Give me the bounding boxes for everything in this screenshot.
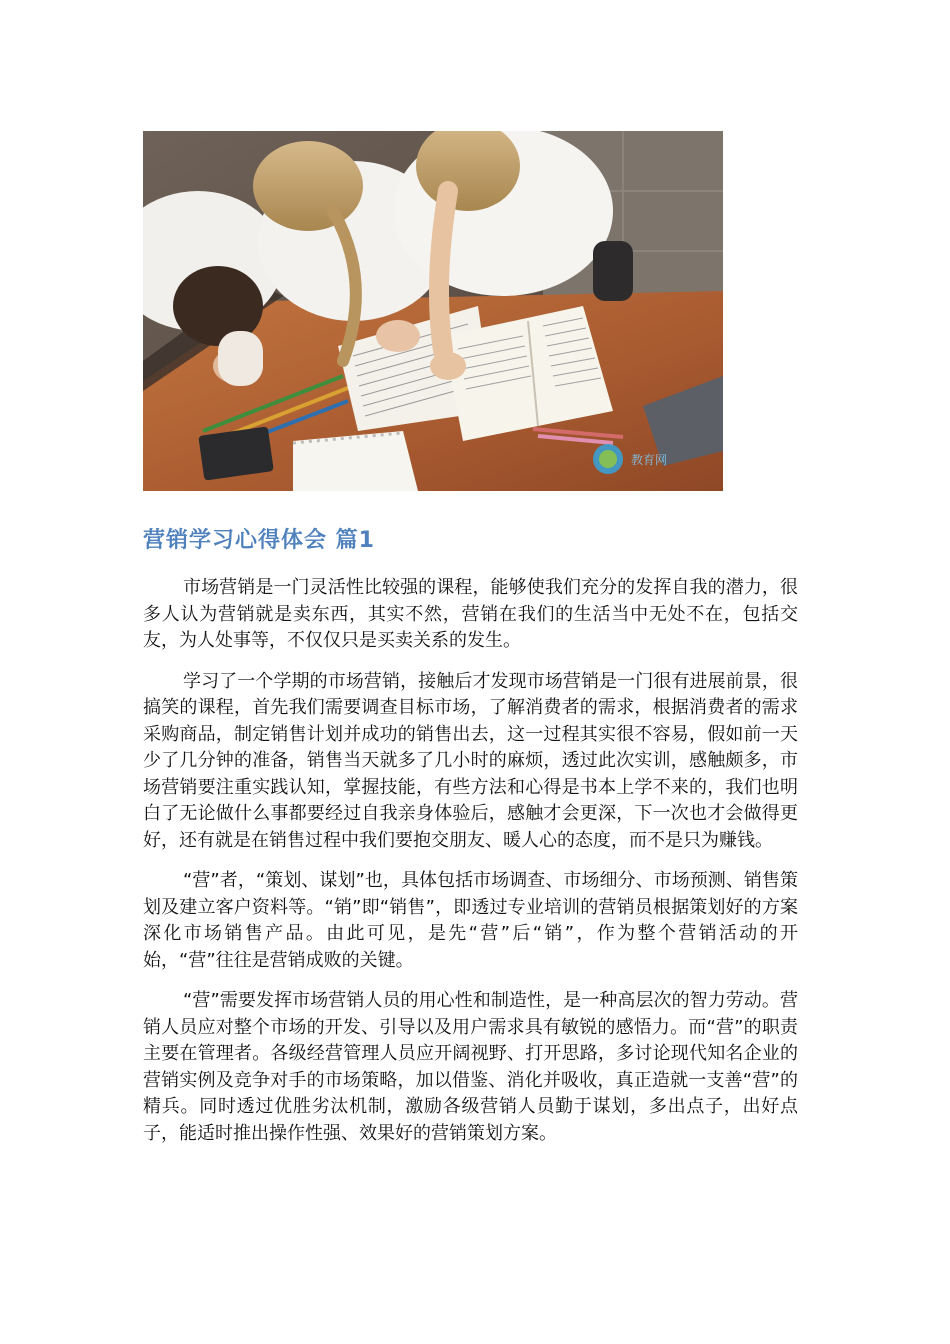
girl-blonde-hair: [253, 141, 363, 231]
paragraph: 市场营销是一门灵活性比较强的课程，能够使我们充分的发挥自我的潜力，很多人认为营销就是卖东西，其实不然，营销在我们的生活当中无处不在，包括交友，为人处事等，不仅仅只是买卖关系的发生。: [143, 577, 798, 651]
paragraph: “营”者，“策划、谋划”也，具体包括市场调查、市场细分、市场预测、销售策划及建立客户资料等。“销”即“销售”，即透过专业培训的营销员根据策划好的方案深化市场销售产品。由此可见，是先“营”后“销”，作为整个营销活动的开始，“营”往往是营销成败的关键。: [143, 870, 798, 971]
site-logo-icon: [593, 444, 623, 474]
article-title: 营销学习心得体会 篇1: [143, 528, 375, 553]
photo-illustration: [143, 131, 723, 491]
watermark-text: 教育网: [631, 453, 668, 467]
students-studying-photo: [143, 131, 723, 491]
paragraph: 学习了一个学期的市场营销，接触后才发现市场营销是一门很有进展前景，很搞笑的课程，首先我们需要调查目标市场，了解消费者的需求，根据消费者的需求采购商品，制定销售计划并成功的销售出去，这一过程其实很不容易，假如前一天少了几分钟的准备，销售当天就多了几小时的麻烦，透过此次实训，感触颇多，市场营销要注重实践认知，掌握技能，有些方法和心得是书本上学不来的，我们也明白了无论做什么事都要经过自我亲身体验后，感触才会更深，下一次也才会做得更好，还有就是在销售过程中我们要抱交朋友、暖人心的态度，而不是只为赚钱。: [143, 670, 798, 851]
paragraph: “营”需要发挥市场营销人员的用心性和制造性，是一种高层次的智力劳动。营销人员应对整个市场的开发、引导以及用户需求具有敏锐的感悟力。而“营”的职责主要在管理者。各级经营管理人员应开阔视野、打开思路，多讨论现代知名企业的营销实例及竞争对手的市场策略，加以借鉴、消化并吸收，真正造就一支善“营”的精兵。同时透过优胜劣汰机制，激励各级营销人员勤于谋划，多出点子，出好点子，能适时推出操作性强、效果好的营销策划方案。: [143, 990, 798, 1144]
article-body: [143, 575, 798, 1161]
